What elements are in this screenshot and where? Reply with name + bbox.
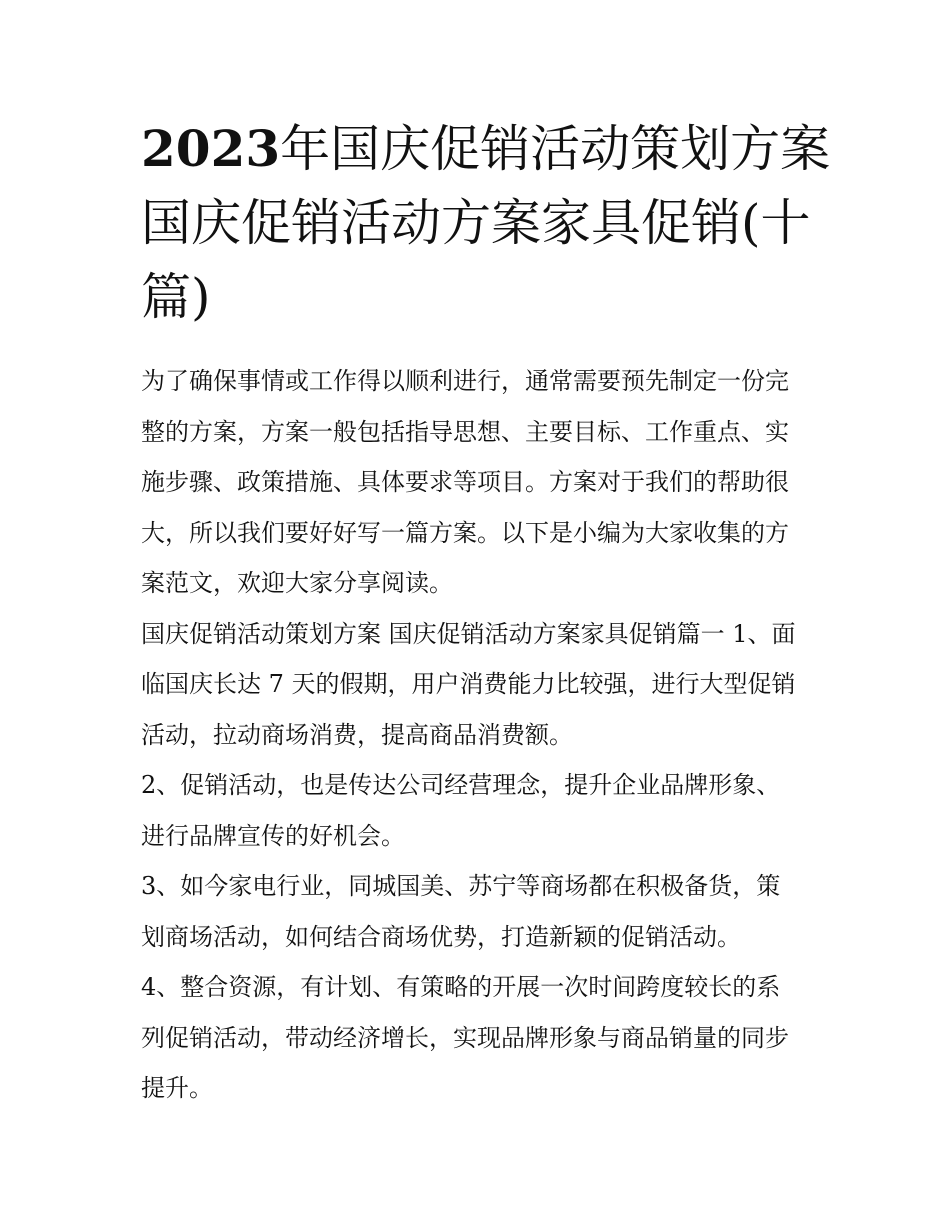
- document-body: [141, 356, 813, 1114]
- title-line-1-text: 年国庆促销活动策划方案: [280, 120, 831, 178]
- paragraph-line: 3、如今家电行业，同城国美、苏宁等商场都在积极备货，策: [141, 872, 781, 900]
- paragraph-line: 提升。: [141, 1074, 213, 1102]
- paragraph-line: 划商场活动，如何结合商场优势，打造新颖的促销活动。: [141, 922, 741, 951]
- title-line-3: 篇): [141, 268, 211, 326]
- paragraph-point-1: [141, 609, 813, 761]
- paragraph-line: 案范文，欢迎大家分享阅读。: [141, 569, 453, 597]
- paragraph-line: 列促销活动，带动经济增长，实现品牌形象与商品销量的同步: [141, 1023, 789, 1052]
- paragraph-line: 施步骤、政策措施、具体要求等项目。方案对于我们的帮助很: [141, 468, 789, 496]
- paragraph-line: 活动，拉动商场消费，提高商品消费额。: [141, 720, 573, 749]
- paragraph-point-3: [141, 861, 813, 962]
- document-title: [141, 112, 831, 334]
- paragraph-line: 进行品牌宣传的好机会。: [141, 821, 405, 850]
- paragraph-point-2: [141, 760, 813, 861]
- document-content: [141, 112, 831, 1114]
- paragraph-line: 国庆促销活动策划方案 国庆促销活动方案家具促销篇一 1、面: [141, 619, 796, 648]
- paragraph-line: 临国庆长达 7 天的假期，用户消费能力比较强，进行大型促销: [141, 670, 796, 698]
- paragraph-line: 4、整合资源，有计划、有策略的开展一次时间跨度较长的系: [141, 973, 781, 1001]
- title-line-1: [141, 112, 831, 186]
- title-year: 2023: [141, 119, 281, 178]
- paragraph-intro: [141, 356, 813, 609]
- paragraph-line: 大，所以我们要好好写一篇方案。以下是小编为大家收集的方: [141, 518, 789, 547]
- paragraph-line: 2、促销活动，也是传达公司经营理念，提升企业品牌形象、: [141, 771, 781, 799]
- paragraph-line: 为了确保事情或工作得以顺利进行，通常需要预先制定一份完: [141, 367, 789, 395]
- title-line-2: 国庆促销活动方案家具促销(十: [141, 194, 811, 252]
- paragraph-point-4: [141, 962, 813, 1114]
- paragraph-line: 整的方案，方案一般包括指导思想、主要目标、工作重点、实: [141, 417, 789, 446]
